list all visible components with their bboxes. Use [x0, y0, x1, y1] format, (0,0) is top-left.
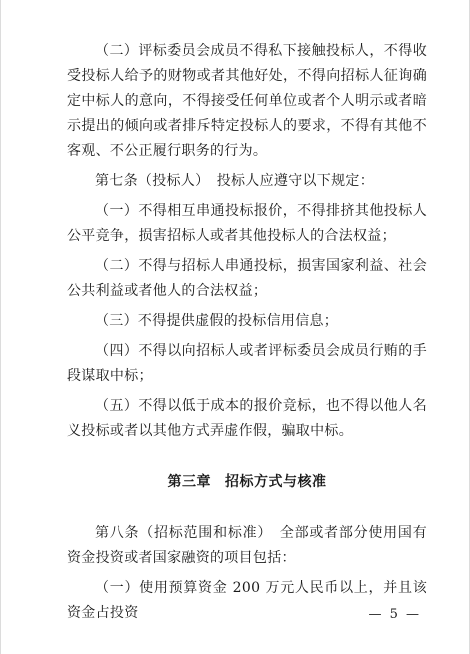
- article-7-item-1: （一）不得相互串通投标报价，不得排挤其他投标人公平竞争，损害招标人或者其他投标人的合法权益；: [67, 203, 427, 244]
- article-8-item-1: （一）使用预算资金 200 万元人民币以上，并且该资金占投资: [67, 580, 427, 621]
- article-7-item-3: （三）不得提供虚假的投标信用信息；: [95, 313, 339, 329]
- paragraph-evaluation-committee: （二）评标委员会成员不得私下接触投标人，不得收受投标人给予的财物或者其他好处，不得向招标人征询确定中标人的意向，不得接受任何单位或者个人明示或者暗示提出的倾向或者排斥特定投标人的要求，不得有其他不客观、不公正履行职务的行为。: [67, 43, 427, 159]
- article-7-item-5: （五）不得以低于成本的报价竞标，也不得以他人名义投标或者以其他方式弄虚作假，骗取中标。: [67, 398, 427, 439]
- article-7-heading: 第七条（投标人） 投标人应遵守以下规定：: [95, 173, 374, 189]
- chapter-title: 招标方式与核准: [225, 474, 327, 490]
- page-content: [67, 39, 427, 626]
- chapter-number: 第三章: [167, 474, 211, 490]
- article-8-heading: 第八条（招标范围和标准） 全部或者部分使用国有资金投资或者国家融资的项目包括：: [67, 525, 427, 566]
- chapter-heading: [67, 470, 427, 495]
- article-7-item-2: （二）不得与招标人串通投标，损害国家利益、社会公共利益或者他人的合法权益；: [67, 258, 427, 299]
- article-7-item-4: （四）不得以向招标人或者评标委员会成员行贿的手段谋取中标；: [67, 343, 427, 384]
- page-number: — 5 —: [368, 607, 421, 622]
